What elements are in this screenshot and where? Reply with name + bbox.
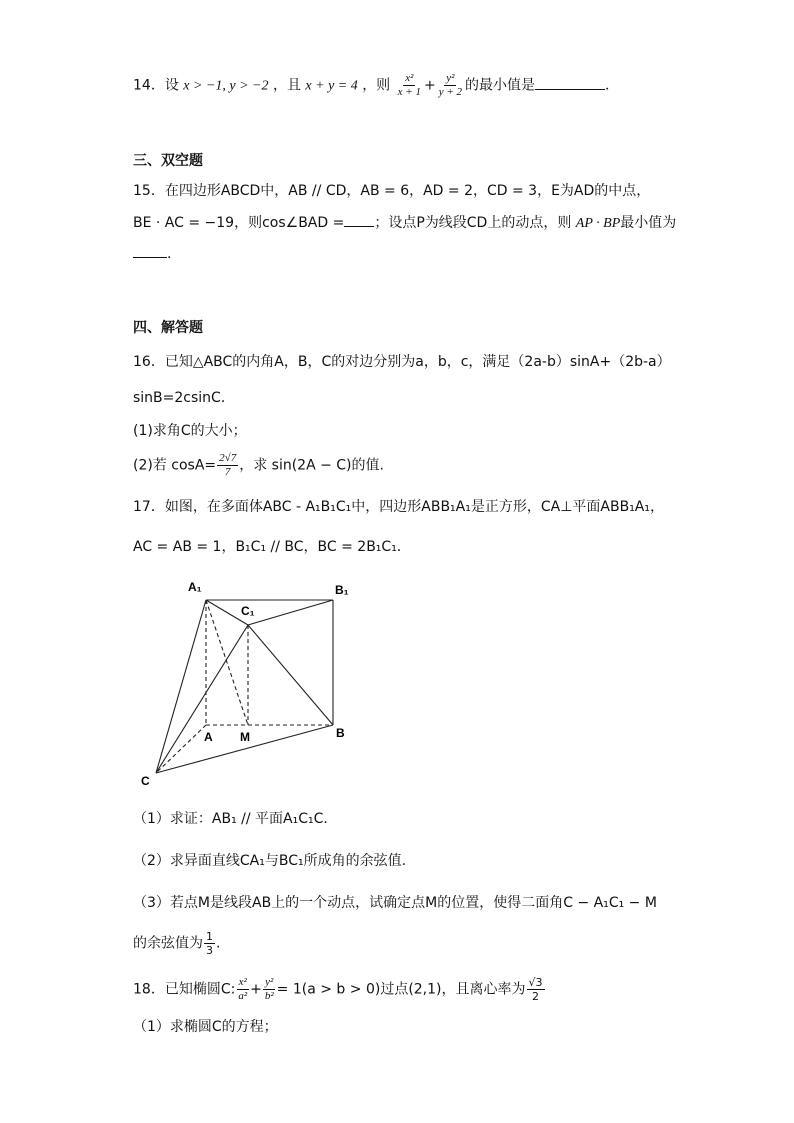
edge-A1-M-hidden (206, 600, 248, 725)
question-14 (133, 72, 609, 99)
section-3-heading: 三、双空题 (133, 153, 203, 169)
q14-f2-den: y + 2 (438, 86, 462, 98)
q15-part-d: 最小值为 (620, 215, 677, 231)
question-17-line-1: 17．如图，在多面体ABC - A₁B₁C₁中，四边形ABB₁A₁是正方形，CA⊥平面ABB₁A₁， (133, 499, 664, 515)
question-17-part-3: （3）若点M是线段AB上的一个动点，试确定点M的位置，使得二面角C − A₁C₁ − M (133, 895, 657, 911)
q18-fraction-1 (236, 976, 249, 1003)
q18-f1-den: a² (238, 990, 248, 1002)
q14-f1-den: x + 1 (397, 86, 421, 98)
question-16-part-1: (1)求角C的大小； (133, 423, 247, 439)
q15-blank-2 (133, 257, 167, 258)
question-16-line-2: sinB=2csinC． (133, 390, 235, 406)
label-A: A (204, 730, 213, 744)
q15-vector-product: AP · BP (575, 216, 621, 231)
label-C1: C₁ (241, 604, 255, 618)
question-16-line-1: 16．已知△ABC的内角A，B，C的对边分别为a，b，c，满足（2a-b）sinA+（2b-a） (133, 354, 671, 370)
question-15-line-3 (133, 244, 171, 264)
question-16-part-2 (133, 452, 384, 479)
q18-fraction-2 (263, 976, 276, 1003)
q15-part-b: ；设点P为线段CD上的动点，则 (374, 215, 572, 231)
q17-frac-den: 3 (206, 944, 213, 957)
q16-part-2-lead: (2)若 cosA= (133, 457, 217, 474)
q16-frac-num: 2√7 (219, 452, 237, 464)
q18-condition: = 1(a > b > 0)过点(2,1)，且离心率为 (276, 981, 526, 998)
question-15-line-2 (133, 213, 676, 234)
question-18-line-1 (133, 976, 546, 1003)
label-A1: A₁ (188, 580, 202, 594)
q15-blank-1 (344, 226, 374, 227)
q14-f1-num: x² (405, 72, 414, 84)
polyhedron-figure (130, 575, 370, 790)
q14-fraction-1 (396, 72, 423, 99)
q14-tail: 的最小值是 (465, 77, 535, 94)
q17-fraction (204, 930, 215, 957)
q14-end: . (605, 77, 610, 94)
edge-C1-B1 (248, 600, 333, 625)
q14-answer-blank (535, 89, 605, 90)
q14-plus: + (423, 77, 436, 94)
question-15-line-1: 15．在四边形ABCD中，AB // CD，AB = 6，AD = 2，CD = 3，E为AD的中点， (133, 183, 651, 199)
q18-eccentricity (527, 976, 545, 1003)
q17-p4-lead: 的余弦值为 (133, 935, 203, 952)
question-17-part-2: （2）求异面直线CA₁与BC₁所成角的余弦值. (133, 853, 407, 869)
q18-plus: + (250, 981, 262, 998)
q15-end: . (167, 246, 172, 262)
label-B: B (336, 726, 345, 740)
q14-then: ，则 (362, 77, 391, 94)
q14-connector: ，且 (272, 77, 301, 94)
question-17-line-2: AC = AB = 1，B₁C₁ // BC，BC = 2B₁C₁． (133, 539, 411, 555)
q17-frac-num: 1 (206, 930, 213, 943)
q16-fraction (217, 452, 238, 479)
q18-f2-num: y² (265, 976, 274, 988)
q17-p4-end: . (216, 935, 221, 952)
section-4-heading: 四、解答题 (133, 320, 203, 336)
q14-sum: x + y = 4 (305, 78, 358, 94)
edge-A1-C (156, 600, 206, 773)
q14-number: 14．设 (133, 77, 179, 94)
question-17-part-1: （1）求证：AB₁ // 平面A₁C₁C． (133, 811, 338, 827)
q18-lead: 18．已知椭圆C: (133, 981, 236, 998)
q16-frac-den: 7 (224, 466, 231, 478)
label-B1: B₁ (335, 583, 349, 597)
edge-C1-C (156, 625, 248, 773)
question-18-part-1: （1）求椭圆C的方程； (133, 1019, 278, 1035)
q18-e-den: 2 (532, 990, 540, 1003)
q14-fraction-2 (437, 72, 464, 99)
q18-e-num: √3 (528, 976, 543, 989)
edge-C1-B (248, 625, 333, 725)
q18-f2-den: b² (264, 990, 274, 1002)
question-17-part-3-cont (133, 930, 220, 957)
q14-f2-num: y² (446, 72, 455, 84)
label-C: C (141, 774, 150, 788)
q16-part-2-tail: ，求 sin(2A − C)的值. (239, 457, 384, 474)
label-M: M (240, 730, 250, 744)
q15-part-a: BE · AC = −19，则cos∠BAD = (133, 215, 345, 231)
q14-condition: x > −1, y > −2 (183, 78, 269, 94)
q18-f1-num: x² (238, 976, 247, 988)
